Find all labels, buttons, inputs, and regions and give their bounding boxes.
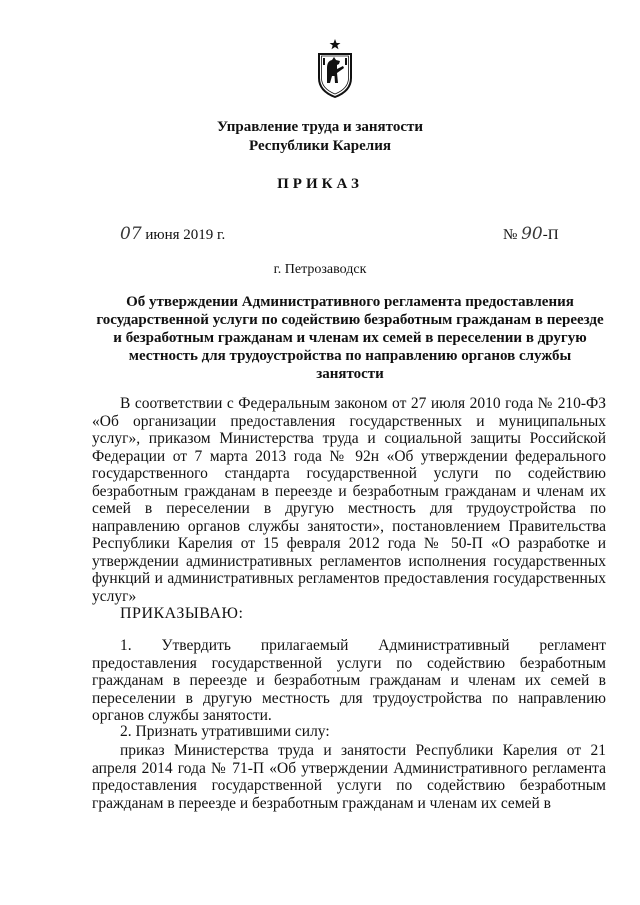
document-heading: Об утверждении Административного регламента предоставления государственной услуги по содействию безработным гражданам в переезде и безработным гражданам и членам их семей в переселении в другую местность для трудоустройства по направлению органов службы занятости [96,294,604,382]
document-type-title: ПРИКАЗ [277,176,363,192]
number-sign: № [503,227,518,243]
organization-name-line1: Управление труда и занятости [216,119,424,135]
date-month-year: июня 2019 г. [145,227,226,243]
item-1-paragraph: 1. Утвердить прилагаемый Административный регламент предоставления государственной услуги по содействию безработным гражданам в переезде и безработным гражданам и членам их семей в переселении в другую местность для трудоустройства по направлению органов службы занятости. [92,637,606,724]
document-number [503,224,559,244]
number-value-handwritten: 90 [521,224,543,244]
order-word: ПРИКАЗЫВАЮ: [120,605,244,622]
karelia-coat-of-arms-emblem [315,38,355,98]
date-day-handwritten: 07 [120,224,142,244]
number-suffix: -П [542,227,559,243]
city-name: г. Петрозаводск [273,262,367,277]
preamble-paragraph: В соответствии с Федеральным законом от 27 июля 2010 года № 210-ФЗ «Об организации предоставления государственных и муниципальных услуг», приказом Министерства труда и социальной защиты Российской Федерации от 7 марта 2013 года № 92н «Об утверждении федерального государственного стандарта государственной услуги по содействию безработным гражданам в переезде и безработным гражданам и членам их семей в переселении в другую местность для трудоустройства по направлению органов службы занятости», постановлением Правительства Республики Карелия от 15 февраля 2012 года № 50-П «О разработке и утверждении административных регламентов исполнения государственных функций и административных регламентов предоставления государственных услуг» [92,395,606,605]
item-2-paragraph: 2. Признать утратившими силу: [120,723,330,740]
organization-name-line2: Республики Карелия [249,138,391,154]
item-2-text-paragraph: приказ Министерства труда и занятости Республики Карелия от 21 апреля 2014 года № 71-П «Об утверждении Административного регламента предоставления государственной услуги по содействию безработным гражданам в переезде и безработным гражданам и членам их семей в [92,742,606,812]
document-date [120,224,225,244]
